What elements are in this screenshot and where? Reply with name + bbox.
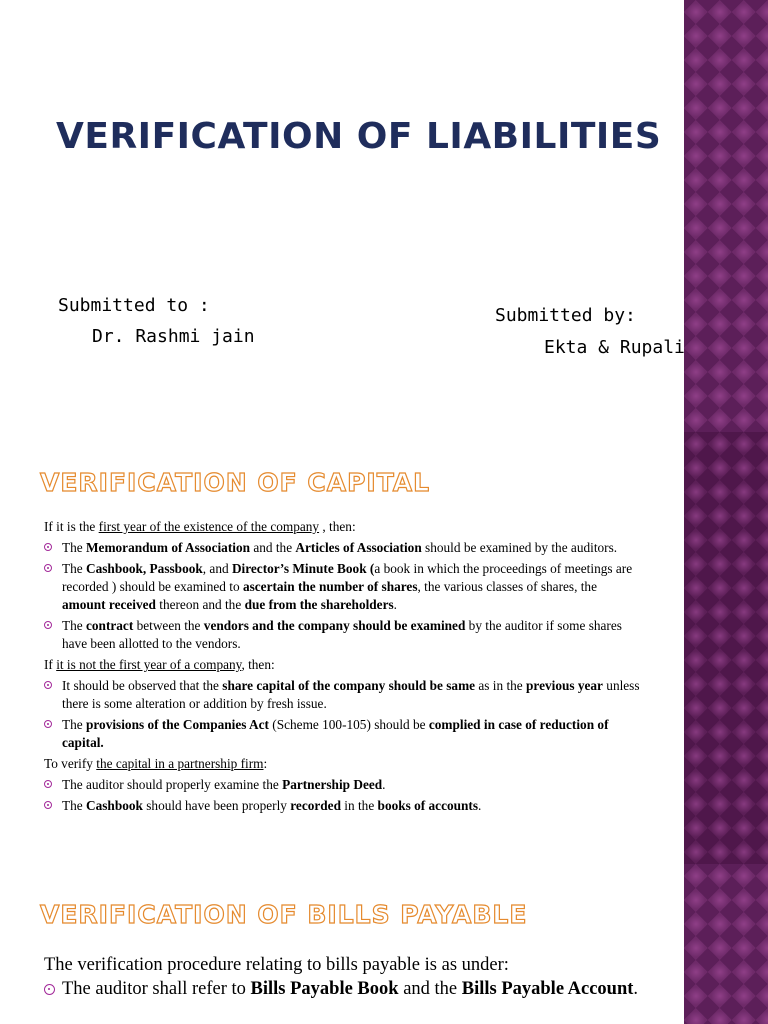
circle-bullet-icon (44, 720, 52, 728)
circle-bullet-icon (44, 801, 52, 809)
bullet-item: The contract between the vendors and the company should be examined by the auditor if some shares have been allotted to the vendors. (44, 617, 640, 653)
bullet-item: The provisions of the Companies Act (Scheme 100-105) should be complied in case of reduction of capital. (44, 716, 640, 752)
circle-bullet-icon (44, 780, 52, 788)
first-year-list (44, 539, 640, 653)
bullet-item: The auditor shall refer to Bills Payable Book and the Bills Payable Account. (44, 978, 640, 1000)
not-first-year-list (44, 677, 640, 752)
decorative-side-band (684, 864, 768, 1024)
decorative-side-band (684, 0, 768, 432)
bills-payable-list (44, 978, 640, 1000)
bills-payable-intro: The verification procedure relating to bills payable is as under: (44, 955, 509, 975)
capital-slide (0, 432, 768, 864)
bills-payable-heading: VERIFICATION OF BILLS PAYABLE (40, 900, 528, 929)
bullet-item: It should be observed that the share capital of the company should be same as in the previous year unless there is some alteration or addition by fresh issue. (44, 677, 640, 713)
circle-bullet-icon (44, 621, 52, 629)
submitted-by-label: Submitted by: (495, 305, 636, 326)
bullet-item: The auditor should properly examine the Partnership Deed. (44, 776, 640, 794)
circle-bullet-icon (44, 984, 55, 995)
bullet-item: The Memorandum of Association and the Articles of Association should be examined by the auditors. (44, 539, 640, 557)
bills-payable-body (44, 954, 640, 1003)
bullet-item: The Cashbook should have been properly recorded in the books of accounts. (44, 797, 640, 815)
partnership-list (44, 776, 640, 815)
circle-bullet-icon (44, 543, 52, 551)
submitted-to-label: Submitted to : (58, 295, 210, 316)
partnership-intro: To verify the capital in a partnership firm: (44, 756, 268, 771)
first-year-intro: If it is the first year of the existence of the company , then: (44, 519, 356, 534)
submitted-by-names: Ekta & Rupali (544, 337, 685, 358)
slide-title: VERIFICATION OF LIABILITIES (56, 116, 662, 157)
circle-bullet-icon (44, 681, 52, 689)
circle-bullet-icon (44, 564, 52, 572)
bullet-item: The Cashbook, Passbook, and Director’s Minute Book (a book in which the proceedings of meetings are recorded ) should be examined to ascertain the number of shares, the various classes of shares, the amount received thereon and the due from the shareholders. (44, 560, 640, 614)
capital-heading: VERIFICATION OF CAPITAL (40, 468, 431, 497)
decorative-side-band (684, 432, 768, 864)
bills-payable-slide (0, 864, 768, 1024)
capital-body (44, 518, 640, 818)
submitted-to-name: Dr. Rashmi jain (92, 326, 255, 347)
not-first-year-intro: If it is not the first year of a company, then: (44, 657, 275, 672)
title-slide (0, 0, 768, 432)
